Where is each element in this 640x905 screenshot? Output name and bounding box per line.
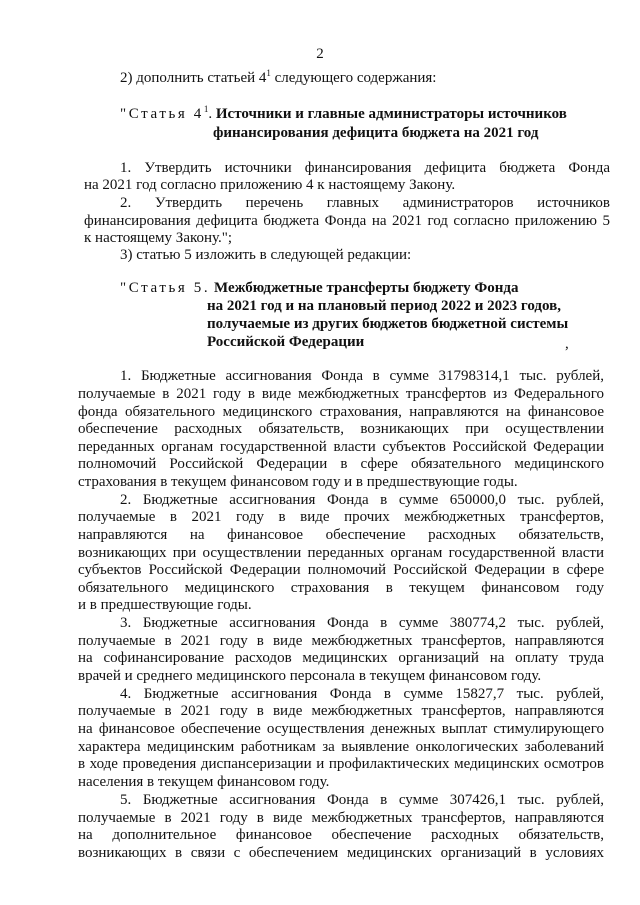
paragraph-line: фонда обязательного медицинского страхования, направляются на финансовое	[78, 404, 604, 420]
paragraph-line: 5. Бюджетные ассигнования Фонда в сумме 307426,1 тыс. рублей,	[120, 792, 604, 808]
paragraph-line: и в предшествующие годы.	[78, 597, 252, 613]
paragraph-line: получаемые в 2021 году в виде прочих межбюджетных трансфертов,	[78, 509, 604, 525]
paragraph-line: обязательного медицинского страхования в текущем финансовом году	[78, 580, 604, 596]
paragraph-line: финансирования дефицита бюджета Фонда на 2021 год согласно приложению 5	[84, 213, 610, 229]
paragraph-line: на софинансирование расходов медицинских организаций на оплату труда	[78, 650, 604, 666]
stray-mark: ,	[565, 336, 569, 352]
paragraph-line: получаемые в 2021 году в виде межбюджетных трансфертов из Федерального	[78, 386, 604, 402]
article-5-title: Межбюджетные трансферты бюджету Фонда	[213, 280, 519, 296]
paragraph-line: на 2021 год согласно приложению 4 к настоящему Закону.	[84, 177, 456, 193]
paragraph-line: в ходе проведения диспансеризации и профилактических медицинских осмотров	[78, 756, 604, 772]
item-3-line: 3) статью 5 изложить в следующей редакции:	[120, 247, 412, 263]
item-2-line: 2) дополнить статьей $4^1$ следующего содержания:	[120, 68, 437, 86]
article-4-prefix: "Статья 4	[120, 106, 204, 122]
article-4-heading-line1: "Статья $4^1$. Источники и главные администраторы источников	[120, 104, 567, 122]
article-5-prefix: "Статья 5.	[120, 280, 211, 296]
paragraph-line: получаемые в 2021 году в виде межбюджетных трансфертов, направляются	[78, 810, 604, 826]
article-5-heading-line1	[120, 280, 519, 297]
paragraph-line: субъектов Российской Федерации полномочий Российской Федерации в сфере	[78, 562, 604, 578]
paragraph-line: 1. Утвердить источники финансирования дефицита бюджета Фонда	[120, 160, 610, 176]
paragraph-line: 3. Бюджетные ассигнования Фонда в сумме 380774,2 тыс. рублей,	[120, 615, 604, 631]
paragraph-line: населения в текущем финансовом году.	[78, 774, 330, 790]
paragraph-line: 2. Бюджетные ассигнования Фонда в сумме 650000,0 тыс. рублей,	[120, 492, 604, 508]
article-4-title: Источники и главные администраторы источников	[215, 106, 567, 122]
paragraph-line: на дополнительное финансовое обеспечение расходных обязательств,	[78, 827, 604, 843]
paragraph-line: обеспечение расходных обязательств, возникающих при осуществлении	[78, 421, 604, 437]
paragraph-line: характера медицинским работникам за выявление онкологических заболеваний	[78, 739, 604, 755]
paragraph-line: 4. Бюджетные ассигнования Фонда в сумме 15827,7 тыс. рублей,	[120, 686, 604, 702]
paragraph-line: страхования в текущем финансовом году и в предшествующие годы.	[78, 474, 518, 490]
paragraph-line: направляются на финансовое обеспечение расходных обязательств,	[78, 527, 604, 543]
article-5-title-line4: Российской Федерации	[207, 334, 365, 350]
paragraph-line: переданных органам государственной власти субъектов Российской Федерации	[78, 439, 604, 455]
paragraph-line: получаемые в 2021 году в виде межбюджетных трансфертов, направляются	[78, 703, 604, 719]
paragraph-line: 2. Утвердить перечень главных администраторов источников	[120, 195, 610, 211]
paragraph-line: на финансовое обеспечение осуществления денежных выплат стимулирующего	[78, 721, 604, 737]
paragraph-line: к настоящему Закону.";	[84, 230, 233, 246]
article-5-title-line3: получаемые из других бюджетов бюджетной системы	[207, 316, 569, 332]
article-5-title-line2: на 2021 год и на плановый период 2022 и 2023 годов,	[207, 298, 561, 314]
paragraph-line: полномочий Российской Федерации в сфере обязательного медицинского	[78, 456, 604, 472]
paragraph-line: получаемые в 2021 году в виде межбюджетных трансфертов, направляются	[78, 633, 604, 649]
page-number: 2	[316, 46, 324, 62]
paragraph-line: возникающих в связи с обеспечением медицинских организаций в условиях	[78, 845, 604, 861]
paragraph-line: врачей и среднего медицинского персонала в текущем финансовом году.	[78, 668, 542, 684]
paragraph-line: возникающих при осуществлении переданных органам государственной власти	[78, 545, 604, 561]
article-4-title-line2: финансирования дефицита бюджета на 2021 год	[213, 125, 539, 141]
paragraph-line: 1. Бюджетные ассигнования Фонда в сумме 31798314,1 тыс. рублей,	[120, 368, 604, 384]
